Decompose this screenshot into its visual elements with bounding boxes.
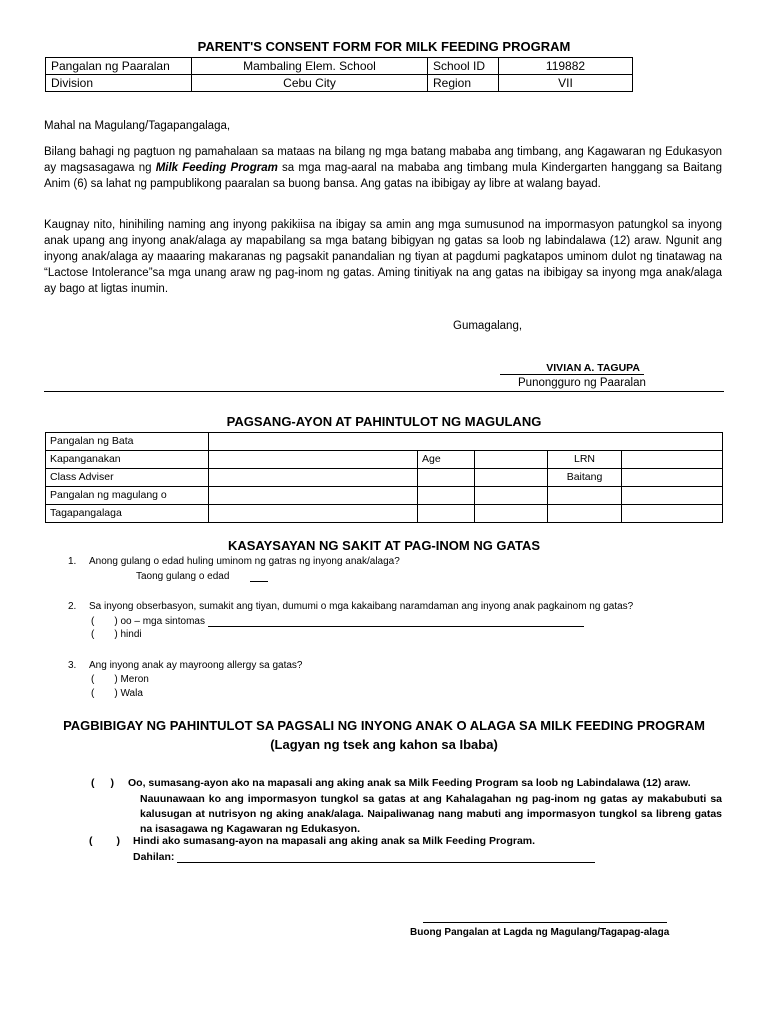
adviser-field[interactable] [209,469,418,487]
child-name-field[interactable] [209,433,723,451]
salutation: Mahal na Magulang/Tagapangalaga, [44,120,231,132]
program-name: Milk Feeding Program [155,162,278,174]
consent-yes-line1: Oo, sumasang-ayon ako na mapasali ang aking anak sa Milk Feeding Program sa loob ng Labindalawa (12) araw. [128,777,691,789]
school-id-value: 119882 [499,58,633,75]
reason-row: Dahilan: [133,850,595,863]
paragraph-1: Bilang bahagi ng pagtuon ng pamahalaan sa mataas na bilang ng mga batang mababa ang timbang, ang Kagawaran ng Edukasyon ay magsasagawa ng Milk Feeding Program sa mga mag-aaral na mababa ang timbang mula Kindergarten hanggang sa Baitang Anim (6) sa lahat ng pampublikong paaralan sa buong bansa. Ang gatas na ibibigay ay libre at walang bayad. [44,146,722,190]
q2-option-no[interactable]: ( ) hindi [91,629,142,640]
school-name-label: Pangalan ng Paaralan [46,58,192,75]
birthday-field[interactable] [209,451,418,469]
lrn-label: LRN [548,451,622,469]
q2-text: Sa inyong obserbasyon, sumakit ang tiyan, dumumi o mga kakaibang naramdaman ang inyong anak pagkainom ng gatas? [89,601,634,612]
guardian-extra-4 [622,505,723,523]
q3-number: 3. [68,660,77,671]
q2-option-yes[interactable]: ( ) oo – mga sintomas [91,615,584,627]
q1-answer-field[interactable] [250,570,268,582]
consent-yes-details: Nauunawaan ko ang impormasyon tungkol sa gatas at ang Kahalagahan ng pag-inom ng gatas ay makabubuti sa kalusugan at nutrisyon ng aking anak/alaga. Naipaliwanag nang mabuti ang impormasyon tungkol sa libreng gatas na isasagawa ng Kagawaran ng Edukasyon. [140,793,722,835]
school-id-label: School ID [428,58,499,75]
q2-symptoms-field[interactable] [208,615,584,627]
history-title: KASAYSAYAN NG SAKIT AT PAG-INOM NG GATAS [227,538,541,553]
lrn-field[interactable] [622,451,723,469]
q3-text: Ang inyong anak ay mayroong allergy sa gatas? [89,660,303,671]
signatory-title: Punongguro ng Paaralan [518,377,646,389]
section-divider [44,391,724,392]
parent-name-field[interactable] [209,487,418,505]
q1-answer: Taong gulang o edad [136,570,268,582]
q1-text: Anong gulang o edad huling uminom ng gatras ng inyong anak/alaga? [89,556,400,567]
q3-option-yes[interactable]: ( ) Meron [91,674,149,685]
closing: Gumagalang, [453,320,523,332]
signatory-name: VIVIAN A. TAGUPA [500,362,644,375]
q2-number: 2. [68,601,77,612]
consent-yes-box[interactable]: ( ) [91,777,114,789]
guardian-extra-2 [475,505,548,523]
age-label: Age [418,451,475,469]
grade-label: Baitang [548,469,622,487]
grade-field[interactable] [622,469,723,487]
adviser-extra-1 [418,469,475,487]
guardian-field[interactable] [209,505,418,523]
division-label: Division [46,75,192,92]
signature-label: Buong Pangalan at Lagda ng Magulang/Tagapag-alaga [410,927,670,938]
parent-extra-2 [475,487,548,505]
form-title: PARENT'S CONSENT FORM FOR MILK FEEDING PROGRAM [197,39,571,54]
q1-number: 1. [68,556,77,567]
consent-table [45,432,723,523]
q3-option-no[interactable]: ( ) Wala [91,688,143,699]
parent-extra-4 [622,487,723,505]
region-value: VII [499,75,633,92]
parent-name-label: Pangalan ng magulang o [46,487,209,505]
guardian-label: Tagapangalaga [46,505,209,523]
division-value: Cebu City [192,75,428,92]
consent-title: PAGSANG-AYON AT PAHINTULOT NG MAGULANG [226,414,542,429]
permission-subtitle: (Lagyan ng tsek ang kahon sa Ibaba) [270,737,498,752]
consent-no-line: Hindi ako sumasang-ayon na mapasali ang aking anak sa Milk Feeding Program. [133,835,536,847]
child-name-label: Pangalan ng Bata [46,433,209,451]
guardian-extra-3 [548,505,622,523]
school-info-table [45,57,633,92]
parent-extra-1 [418,487,475,505]
birthday-label: Kapanganakan [46,451,209,469]
adviser-label: Class Adviser [46,469,209,487]
parent-extra-3 [548,487,622,505]
guardian-extra-1 [418,505,475,523]
paragraph-2: Kaugnay nito, hinihiling naming ang inyong pakikiisa na ibigay sa amin ang mga sumusunod na impormasyon patungkol sa inyong anak upang ang inyong anak/alaga ay mapabilang sa mga batang bibigyan ng gatas sa loob ng labindalawa (12) araw. Ngunit ang inyong anak/alaga ay maaaring makaranas ng pagsakit panandalian ng tiyan at pagdumi pagkatapos uminom dulot ng tinatawag na “Lactose Intolerance”sa mga unang araw ng pag-inom ng gatas. Aming tinitiyak na ang gatas na ibibigay sa inyong mga anak/alaga ay bago at ligtas inumin. [44,219,722,295]
adviser-extra-2 [475,469,548,487]
age-field[interactable] [475,451,548,469]
school-name-value: Mambaling Elem. School [192,58,428,75]
consent-no-box[interactable]: ( ) [89,835,120,847]
signature-line[interactable] [423,922,667,923]
region-label: Region [428,75,499,92]
permission-title: PAGBIBIGAY NG PAHINTULOT SA PAGSALI NG INYONG ANAK O ALAGA SA MILK FEEDING PROGRAM [63,718,705,733]
reason-field[interactable] [177,850,595,863]
